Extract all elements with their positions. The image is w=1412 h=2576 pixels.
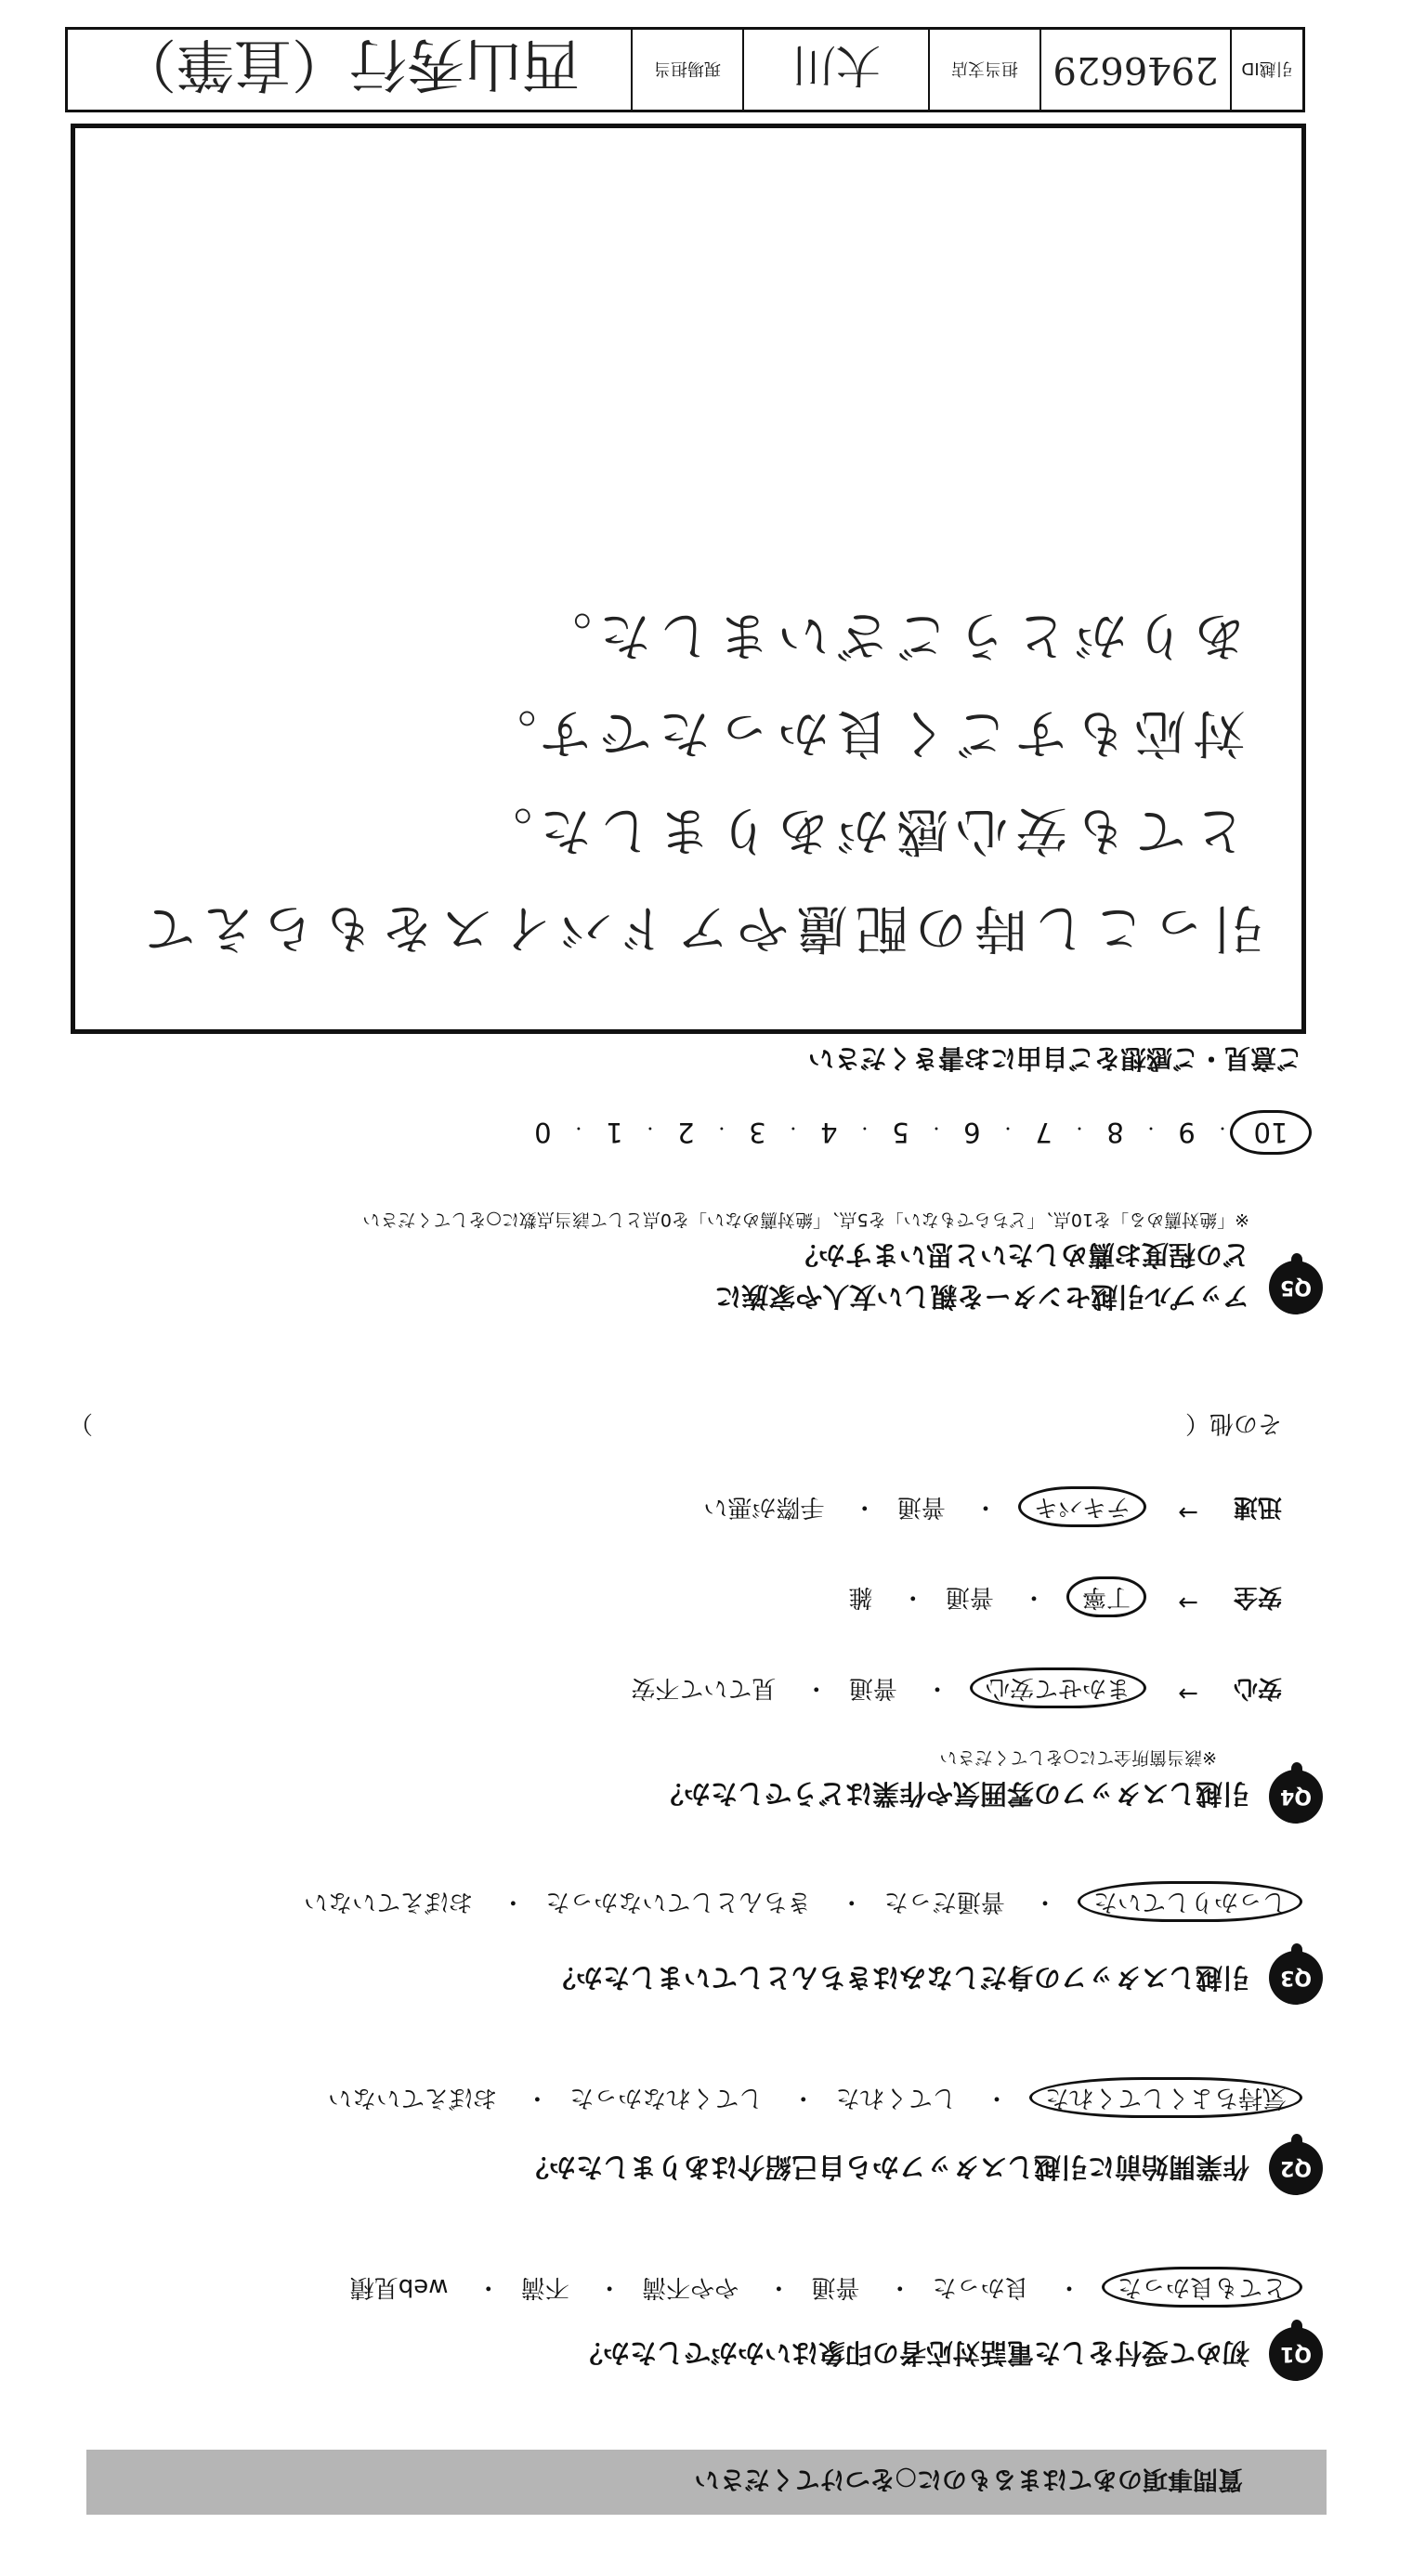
q2-option[interactable]: してくれなかった xyxy=(569,2084,764,2112)
comment-line: 引っこし時の配慮やアドバイスをもらえて xyxy=(136,897,1264,958)
q4-option-selected[interactable]: テキパキ xyxy=(1018,1486,1146,1527)
q5-score[interactable]: 5 xyxy=(892,1117,909,1148)
q5-score[interactable]: 0 xyxy=(534,1117,552,1148)
q4-option-selected[interactable]: 丁寧 xyxy=(1066,1576,1146,1617)
q5-badge: Q5 xyxy=(1269,1261,1323,1314)
q4-row-label: 迅速 xyxy=(1233,1493,1282,1521)
q4-row-arrow: → xyxy=(1178,1589,1198,1616)
q4-row-options: まかせて安心・ 普通・ 見ていて不安 xyxy=(610,1673,1133,1707)
q4-row-arrow: → xyxy=(1178,1498,1198,1526)
q3-badge: Q3 xyxy=(1269,1951,1323,2005)
customer-signature: 西山秀行（直筆） xyxy=(119,31,581,99)
q5-score[interactable]: 6 xyxy=(963,1117,981,1148)
q5-score[interactable]: 1 xyxy=(606,1117,623,1148)
q2-title: 作業開始前に引越しスタッフから自己紹介はありましたか？ xyxy=(521,2151,1249,2183)
q4-row-arrow: → xyxy=(1178,1680,1198,1707)
q4-option[interactable]: 普通 xyxy=(848,1674,897,1702)
q4-option[interactable]: 見ていて不安 xyxy=(631,1674,777,1702)
q4-note: ※該当箇所全てに○をしてください xyxy=(939,1747,1217,1768)
q5-score[interactable]: 4 xyxy=(820,1117,838,1148)
q3-option[interactable]: 普通だった xyxy=(883,1888,1005,1916)
q5-score[interactable]: 7 xyxy=(1035,1117,1052,1148)
q3-option-selected[interactable]: しっかりしていた xyxy=(1078,1881,1302,1922)
q5-title-line2: どの程度お薦めしたいと思いますか？ xyxy=(791,1239,1249,1271)
q1-option[interactable]: やや不満 xyxy=(642,2273,739,2301)
q2-badge: Q2 xyxy=(1269,2141,1323,2195)
comment-line: ありがとうございました。 xyxy=(532,605,1246,665)
q1-option[interactable]: 良かった xyxy=(932,2273,1029,2301)
comments-box[interactable] xyxy=(71,124,1306,1034)
q1-option[interactable]: 不満 xyxy=(520,2273,569,2301)
q1-option[interactable]: 普通 xyxy=(811,2273,860,2301)
comments-heading: ご意見・ご感想をご自由にお書きください xyxy=(807,1043,1302,1074)
q1-options: とても良かった・ 良かった・ 普通・ やや不満・ 不満・ web見積 xyxy=(330,2272,1289,2307)
q4-other-close: ） xyxy=(68,1409,93,1437)
q4-other-label[interactable]: その他（ xyxy=(1184,1409,1282,1437)
q1-option[interactable]: web見積 xyxy=(349,2273,449,2301)
staff-signature: 大川 xyxy=(742,30,928,110)
q1-title: 初めて受付をした電話対応者の印象はいかがでしたか？ xyxy=(575,2337,1249,2369)
q4-badge: Q4 xyxy=(1269,1770,1323,1824)
q5-score[interactable]: 3 xyxy=(749,1117,766,1148)
q2-options: 気持ちよくしてくれた・ してくれた・ してくれなかった・ おぼえていない xyxy=(307,2083,1289,2117)
q3-option[interactable]: おぼえていない xyxy=(304,1888,474,1916)
q3-options: しっかりしていた・ 普通だった・ きちんとしていなかった・ おぼえていない xyxy=(283,1887,1289,1921)
q5-score[interactable]: 2 xyxy=(677,1117,695,1148)
q3-title: 引越しスタッフの身だしなみはきちんとしていましたか？ xyxy=(548,1962,1249,1994)
q5-score[interactable]: 8 xyxy=(1106,1117,1124,1148)
q1-option-selected[interactable]: とても良かった xyxy=(1102,2267,1302,2308)
q2-option[interactable]: おぼえていない xyxy=(328,2084,498,2112)
comment-line: とても安心感がありました。 xyxy=(473,800,1246,860)
q1-badge: Q1 xyxy=(1269,2327,1323,2381)
q2-option-selected[interactable]: 気持ちよくしてくれた xyxy=(1029,2077,1302,2118)
header-table xyxy=(65,27,1305,112)
id-label: 引越ID xyxy=(1230,30,1302,110)
q4-row-options: テキパキ・ 普通・ 手際が悪い xyxy=(683,1492,1133,1526)
q2-option[interactable]: してくれた xyxy=(835,2084,957,2112)
q5-note: ※「絶対薦める」を10点、「どちらでもない」を5点、「絶対薦めない」を0点として該当点数に○をしてください xyxy=(362,1210,1249,1230)
q4-row-options: 丁寧・ 普通・ 雑 xyxy=(828,1582,1133,1616)
q5-scale: 10・9・8・7・6・5・4・3・2・1・0 xyxy=(515,1110,1312,1155)
q4-row-label: 安心 xyxy=(1233,1674,1282,1702)
q4-option[interactable]: 普通 xyxy=(896,1493,946,1521)
q4-option[interactable]: 雑 xyxy=(848,1583,873,1611)
q4-option[interactable]: 手際が悪い xyxy=(703,1493,825,1521)
instruction-banner: 質問事項のあてはまるものに○をつけてください xyxy=(86,2450,1327,2515)
q3-option[interactable]: きちんとしていなかった xyxy=(545,1888,812,1916)
comment-line: 対応もすごく良かったです。 xyxy=(477,702,1246,763)
site-staff-label: 現場担当 xyxy=(631,30,742,110)
q4-option[interactable]: 普通 xyxy=(945,1583,994,1611)
q5-score[interactable]: 9 xyxy=(1178,1117,1196,1148)
q4-option-selected[interactable]: まかせて安心 xyxy=(970,1667,1146,1708)
q5-score-selected[interactable]: 10 xyxy=(1230,1110,1312,1155)
q4-row-label: 安全 xyxy=(1233,1583,1282,1611)
branch-label: 担当支店 xyxy=(928,30,1039,110)
id-value: 2946629 xyxy=(1039,30,1230,110)
q4-title: 引越しスタッフの雰囲気や作業はどうでしたか？ xyxy=(656,1778,1249,1810)
q5-title-line1: アップル引越センターを親しい友人や家族に xyxy=(714,1281,1249,1313)
